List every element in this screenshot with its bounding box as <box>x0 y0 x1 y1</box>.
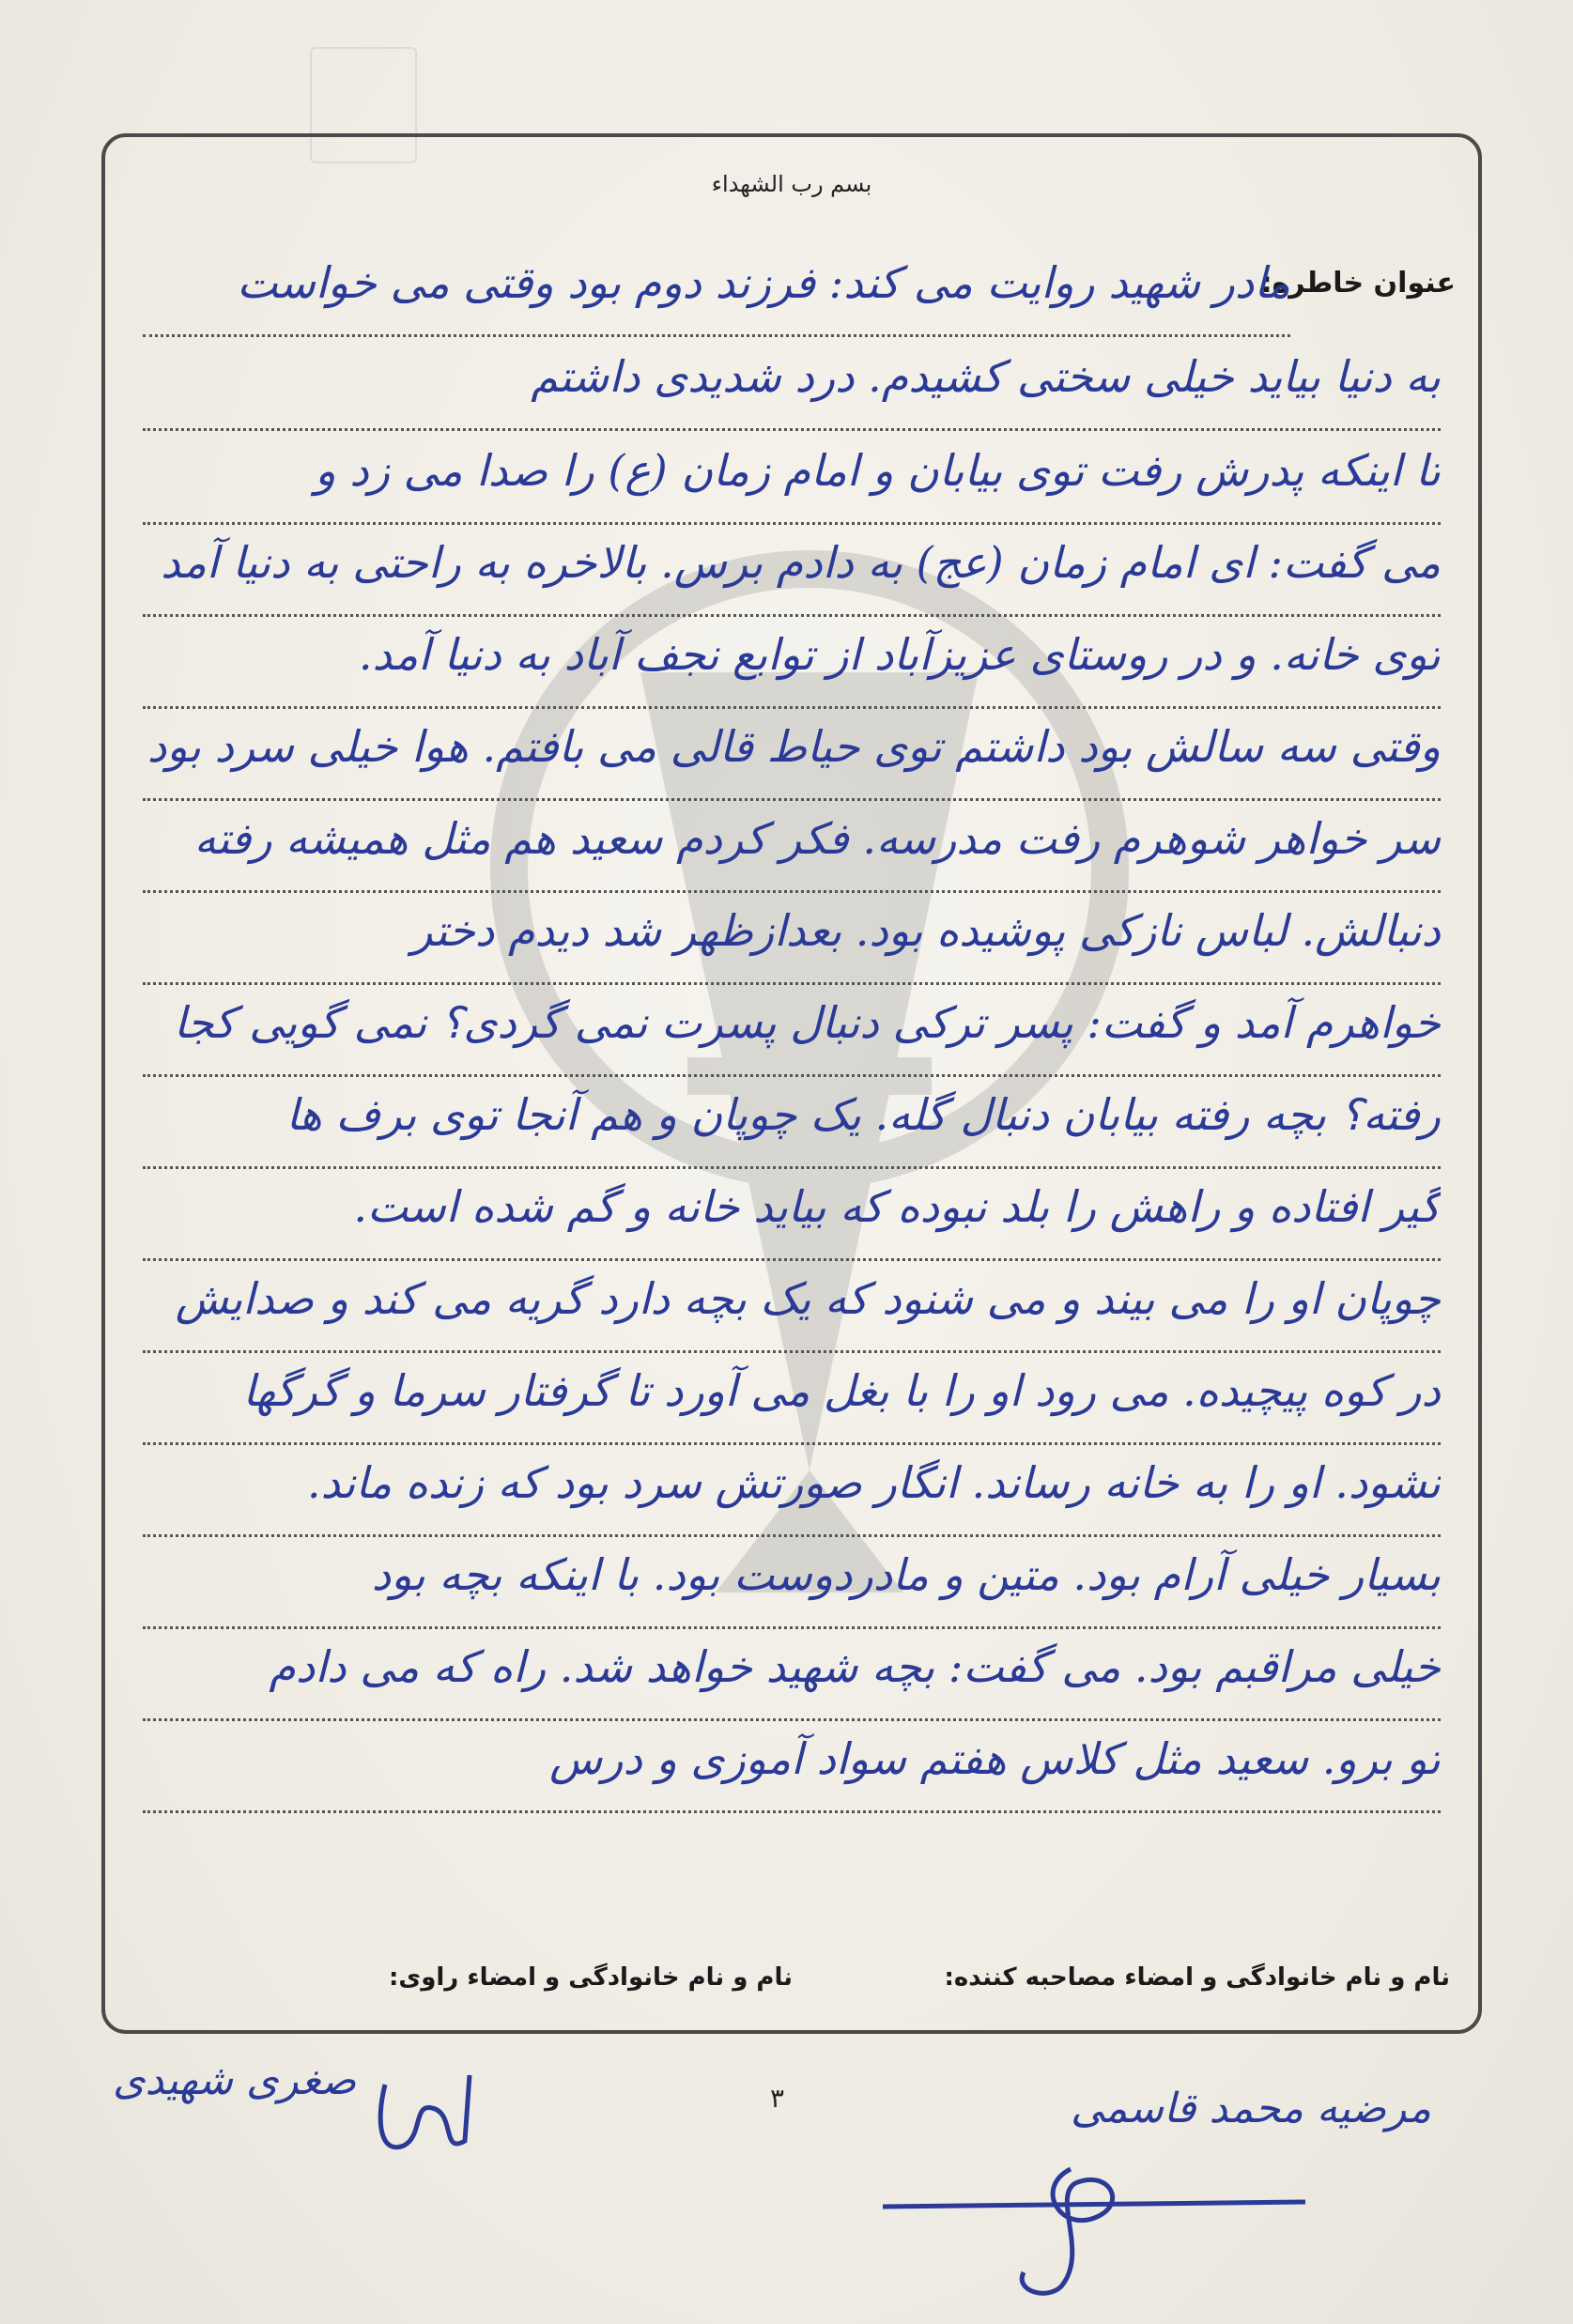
narrator-label: نام و نام خانوادگی و امضاء راوی: <box>389 1963 793 1992</box>
handwritten-line: چوپان او را می بیند و می شنود که یک بچه دارد گریه می کند و صدایش <box>143 1266 1441 1353</box>
handwritten-line: وقتی سه سالش بود داشتم توی حیاط قالی می بافتم. هوا خیلی سرد بود <box>143 714 1441 801</box>
handwritten-line: تو برو. سعید مثل کلاس هفتم سواد آموزی و درس <box>143 1726 1441 1813</box>
header-title: بسم رب الشهداء <box>711 171 872 197</box>
handwritten-line: سر خواهر شوهرم رفت مدرسه. فکر کردم سعید هم مثل همیشه رفته <box>143 806 1441 893</box>
interviewer-signature-name: مرضیه محمد قاسمی <box>1071 2085 1431 2132</box>
handwritten-line: مادر شهید روایت می کند: فرزند دوم بود وقتی می خواست <box>143 250 1290 337</box>
handwritten-line: می گفت: ای امام زمان (عج) به دادم برس. بالاخره به راحتی به دنیا آمد <box>143 530 1441 617</box>
handwritten-line: دنبالش. لباس نازکی پوشیده بود. بعدازظهر شد دیدم دختر <box>143 898 1441 985</box>
handwritten-line: گیر افتاده و راهش را بلد نبوده که بیاید خانه و گم شده است. <box>143 1174 1441 1261</box>
interviewer-label: نام و نام خانوادگی و امضاء مصاحبه کننده: <box>944 1963 1450 1992</box>
handwritten-line: در کوه پیچیده. می رود او را با بغل می آورد تا گرفتار سرما و گرگها <box>143 1358 1441 1445</box>
handwritten-line: توی خانه. و در روستای عزیزآباد از توابع نجف آباد به دنیا آمد. <box>143 622 1441 709</box>
handwritten-line: رفته؟ بچه رفته بیابان دنبال گله. یک چوپان و هم آنجا توی برف ها <box>143 1082 1441 1169</box>
signature-labels <box>105 1963 1478 2001</box>
handwritten-line: تا اینکه پدرش رفت توی بیابان و امام زمان (ع) را صدا می زد و <box>143 438 1441 525</box>
memory-title-label: عنوان خاطره: <box>1260 267 1456 300</box>
handwritten-lines <box>105 137 1478 2030</box>
handwritten-line: بسیار خیلی آرام بود. متین و مادردوست بود. با اینکه بچه بود <box>143 1542 1441 1629</box>
memory-form-frame <box>101 133 1482 2034</box>
handwritten-line: نشود. او را به خانه رساند. انگار صورتش سرد بود که زنده ماند. <box>143 1450 1441 1537</box>
handwritten-line: خواهرم آمد و گفت: پسر ترکی دنبال پسرت نمی گردی؟ نمی گویی کجا <box>143 990 1441 1077</box>
interviewer-signature-mark <box>873 2150 1324 2310</box>
page-number: ۳ <box>770 2083 785 2114</box>
narrator-signature-name: صغری شهیدی <box>113 2056 357 2104</box>
handwritten-line: خیلی مراقبم بود. می گفت: بچه شهید خواهد شد. راه که می دادم <box>143 1634 1441 1721</box>
narrator-signature-mark <box>366 2066 479 2169</box>
handwritten-line: به دنیا بیاید خیلی سختی کشیدم. درد شدیدی داشتم <box>143 344 1441 431</box>
